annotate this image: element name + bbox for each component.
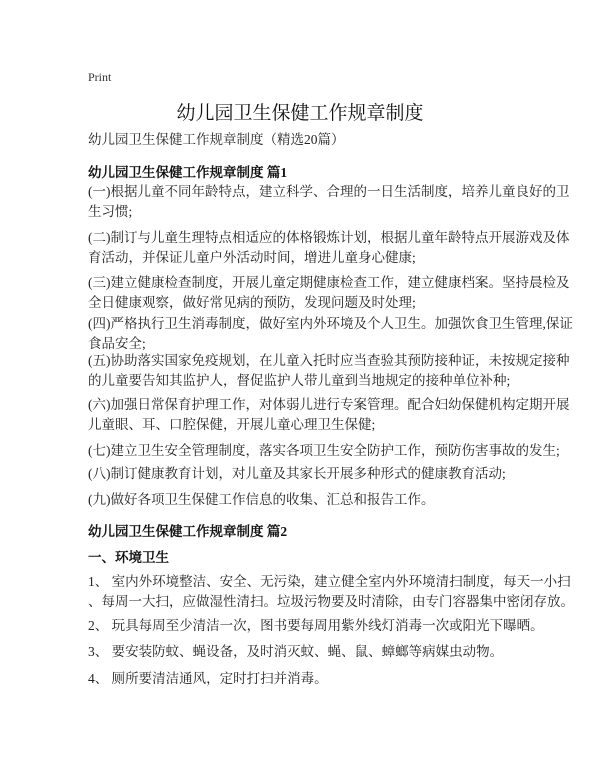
text-line: (三)建立健康检查制度，开展儿童定期健康检查工作，建立健康档案。坚持晨检及 xyxy=(88,275,570,290)
text-line: 2、 玩具每周至少清洁一次，图书要每周用紫外线灯消毒一次或阳光下曝晒。 xyxy=(88,618,544,633)
paragraph xyxy=(88,572,574,612)
paragraph xyxy=(88,228,570,268)
section-heading-2: 幼儿园卫生保健工作规章制度 篇2 xyxy=(88,524,288,539)
paragraph xyxy=(88,616,544,636)
text-line: (八)制订健康教育计划，对儿童及其家长开展多种形式的健康教育活动; xyxy=(88,466,506,481)
paragraph xyxy=(88,464,506,484)
text-line: (四)严格执行卫生消毒制度，做好室内外环境及个人卫生。加强饮食卫生管理,保证 xyxy=(88,316,573,331)
paragraph xyxy=(88,314,573,354)
print-link[interactable]: Print xyxy=(88,70,112,84)
text-line: (二)制订与儿童生理特点相适应的体格锻炼计划，根据儿童年龄特点开展游戏及体 xyxy=(88,230,570,245)
page-title: 幼儿园卫生保健工作规章制度 xyxy=(176,103,424,124)
text-line: 全日健康观察，做好常见病的预防，发现问题及时处理; xyxy=(88,295,416,310)
text-line: (一)根据儿童不同年龄特点，建立科学、合理的一日生活制度，培养儿童良好的卫 xyxy=(88,184,570,199)
text-line: 的儿童要告知其监护人，督促监护人带儿童到当地规定的接种单位补种; xyxy=(88,373,511,388)
text-line: (五)协助落实国家免疫规划，在儿童入托时应当查验其预防接种证，未按规定接种 xyxy=(88,353,570,368)
paragraph xyxy=(88,642,503,662)
paragraph xyxy=(88,351,570,391)
text-line: (九)做好各项卫生保健工作信息的收集、汇总和报告工作。 xyxy=(88,492,435,507)
text-line: 食品安全; xyxy=(88,336,146,351)
text-line: 3、 要安装防蚊、蝇设备，及时消灭蚊、蝇、鼠、蟑螂等病媒虫动物。 xyxy=(88,644,504,659)
paragraph xyxy=(88,441,560,461)
paragraph xyxy=(88,395,570,435)
subheading-environment: 一、环境卫生 xyxy=(88,550,169,565)
text-line: (七)建立卫生安全管理制度，落实各项卫生安全防护工作，预防伤害事故的发生; xyxy=(88,443,560,458)
paragraph xyxy=(88,490,435,510)
paragraph xyxy=(88,669,328,689)
text-line: 4、 厕所要清洁通风，定时打扫并消毒。 xyxy=(88,671,328,686)
text-line: 育活动，并保证儿童户外活动时间，增进儿童身心健康; xyxy=(88,250,416,265)
text-line: 、每周一大扫，应做湿性清扫。垃圾污物要及时清除，由专门容器集中密闭存放。 xyxy=(88,594,574,609)
text-line: 生习惯; xyxy=(88,204,133,219)
section-heading-1: 幼儿园卫生保健工作规章制度 篇1 xyxy=(88,165,288,180)
document-subtitle: 幼儿园卫生保健工作规章制度（精选20篇） xyxy=(88,132,345,147)
text-line: 儿童眼、耳、口腔保健，开展儿童心理卫生保健; xyxy=(88,417,376,432)
text-line: 1、 室内外环境整洁、安全、无污染，建立健全室内外环境清扫制度，每天一小扫 xyxy=(88,574,571,589)
paragraph xyxy=(88,273,570,313)
text-line: (六)加强日常保育护理工作，对体弱儿进行专案管理。配合妇幼保健机构定期开展 xyxy=(88,397,570,412)
paragraph xyxy=(88,182,570,222)
